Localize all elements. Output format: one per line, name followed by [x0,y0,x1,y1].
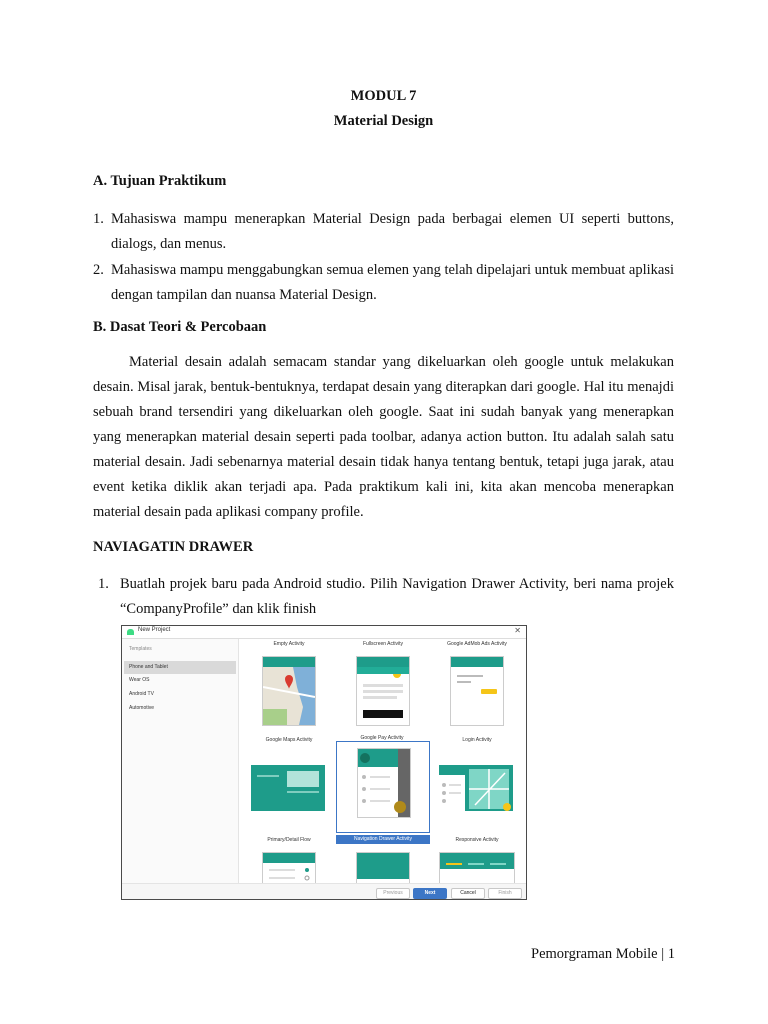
dialog-titlebar [122,626,526,639]
template-label: Google Pay Activity [360,735,404,741]
map-icon [263,667,315,725]
module-title: Material Design [333,113,434,129]
goal-text: Mahasiswa mampu menggabungkan semua elemen yang telah dipelajari untuk membuat aplikasi dengan tampilan dan nuansa Material Design. [111,262,674,303]
template-primary-detail-flow[interactable] [244,835,334,883]
step-number: 1. [98,576,109,592]
template-label: Fullscreen Activity [362,641,403,647]
template-fullscreen-activity[interactable] [338,639,428,734]
goal-item-2 [93,258,674,308]
page-footer: Pemorgraman Mobile | 1 [531,946,675,962]
dialog-title: New Project [138,627,171,633]
close-icon[interactable]: ✕ [514,626,521,635]
sidebar-item-phone-tablet[interactable]: Phone and Tablet [124,661,236,674]
template-label: Login Activity [462,737,492,743]
navigation-drawer-heading: NAVIAGATIN DRAWER [93,539,254,555]
template-label: Google AdMob Ads Activity [447,641,507,647]
gpay-badge: G Pay [376,717,388,722]
template-google-pay-activity[interactable] [336,735,430,833]
goal-text: Mahasiswa mampu menerapkan Material Design pada berbagai elemen UI seperti buttons, dialogs, dan menus. [111,211,674,252]
sidebar-item-wear-os[interactable]: Wear OS [129,677,150,683]
section-b-heading: B. Dasat Teori & Percobaan [93,319,267,335]
template-navigation-drawer-activity[interactable] [338,835,428,883]
step-text: Buatlah projek baru pada Android studio. Pilih Navigation Drawer Activity, beri nama projek “CompanyProfile” dan klik finish [120,576,674,617]
template-google-maps-activity[interactable] [244,735,334,830]
next-button[interactable]: Next [413,888,447,899]
template-preview [356,656,410,726]
template-preview [251,765,325,811]
theory-paragraph: Material desain adalah semacam standar yang dikeluarkan oleh google untuk melakukan desain. Misal jarak, bentuk-bentuknya, terdapat desain yang diterapkan dari google. Hal itu menajdi sebuah brand tersendiri yang dikeluarkan oleh google. Saat ini sudah banyak yang menerapkan yang menerapkan material desain seperti pada toolbar, adanya action button. Itu adalah salah satu material desain. Jadi sebenarnya material desain tidak hanya tentang bentuk, tetapi juga jarak, atau event ketika diklik akan terjadi apa. Pada praktikum kali ini, kita akan mencoba menerapkan material desain pada aplikasi company profile. [93,354,674,520]
template-preview [262,656,316,726]
template-admob-activity[interactable] [432,639,522,734]
template-responsive-activity[interactable] [432,835,522,883]
sidebar-item-android-tv[interactable]: Android TV [129,691,154,697]
template-login-activity[interactable] [432,735,522,830]
section-a-heading: A. Tujuan Praktikum [93,173,227,189]
template-label-selected: Navigation Drawer Activity [336,835,430,844]
dialog-footer [122,883,526,900]
goal-item-1 [93,207,674,257]
template-label: Responsive Activity [455,837,499,843]
template-label: Empty Activity [273,641,305,647]
template-grid [242,639,526,883]
template-label: Google Maps Activity [265,737,313,743]
new-project-dialog-screenshot [121,625,527,900]
sidebar-item-automotive[interactable]: Automotive [129,705,155,711]
android-icon [127,629,134,635]
template-empty-activity[interactable] [244,639,334,734]
template-preview [450,656,504,726]
template-preview [439,765,513,811]
goal-number: 2. [93,262,104,278]
templates-sidebar [122,639,239,883]
finish-button[interactable]: Finish [488,888,522,899]
step-item-1 [93,572,674,622]
goal-number: 1. [93,211,104,227]
module-number: MODUL 7 [350,88,417,104]
previous-button[interactable]: Previous [376,888,410,899]
template-label: Primary/Detail Flow [267,837,311,843]
sidebar-header: Templates [129,646,152,652]
template-preview [357,748,411,818]
cancel-button[interactable]: Cancel [451,888,485,899]
